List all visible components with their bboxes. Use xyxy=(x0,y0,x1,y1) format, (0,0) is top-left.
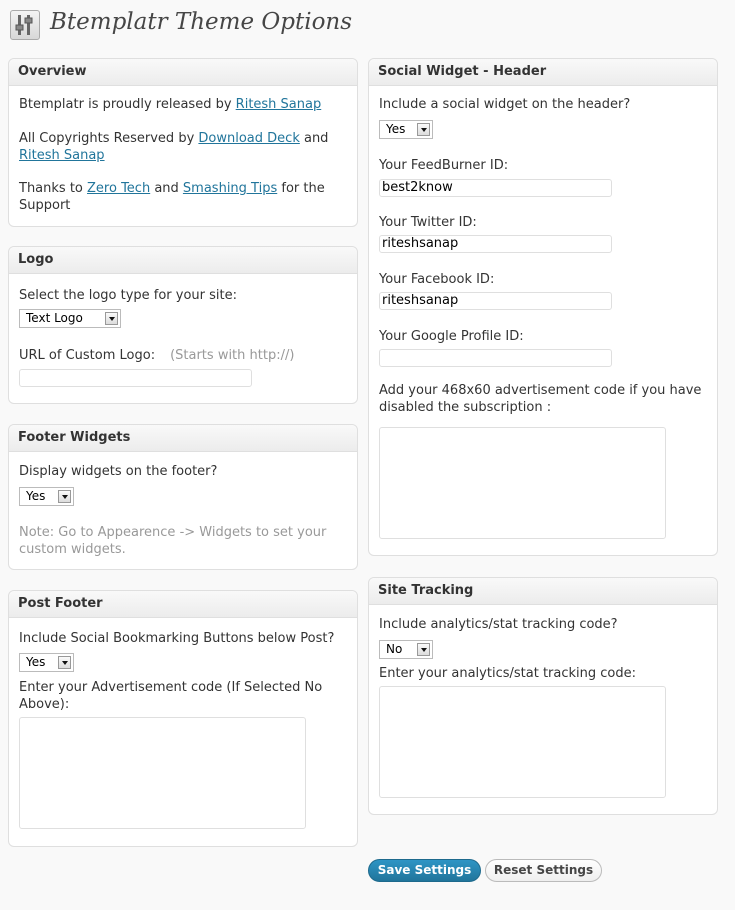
google-label: Your Google Profile ID: xyxy=(379,329,524,344)
social-ad-label xyxy=(379,382,701,416)
social-include-select[interactable] xyxy=(379,120,433,139)
footer-widgets-note-line1: Note: Go to Appearence -> Widgets to set your xyxy=(19,525,327,540)
post-footer-select[interactable] xyxy=(19,653,74,672)
chevron-down-icon xyxy=(105,312,118,325)
social-include-label: Include a social widget on the header? xyxy=(379,97,631,112)
chevron-down-icon xyxy=(417,123,430,136)
footer-widgets-note xyxy=(19,524,326,558)
overview-release-line xyxy=(19,96,321,113)
overview-thanks-line xyxy=(19,180,325,214)
chevron-down-icon xyxy=(58,656,71,669)
logo-panel xyxy=(8,246,358,404)
overview-heading: Overview xyxy=(9,59,357,86)
author-link[interactable]: Ritesh Sanap xyxy=(235,97,322,112)
social-ad-label-line1: Add your 468x60 advertisement code if you have xyxy=(379,383,702,398)
post-footer-ad-label-line1: Enter your Advertisement code (If Selected No xyxy=(19,680,323,695)
site-tracking-heading: Site Tracking xyxy=(369,578,717,605)
google-input[interactable] xyxy=(379,349,612,367)
facebook-label: Your Facebook ID: xyxy=(379,272,495,287)
twitter-input[interactable]: riteshsanap xyxy=(379,235,612,253)
overview-copyright-line xyxy=(19,130,328,164)
social-include-value: Yes xyxy=(386,122,406,136)
smashing-tips-link[interactable]: Smashing Tips xyxy=(182,181,278,196)
footer-widgets-value: Yes xyxy=(26,489,46,503)
download-deck-link[interactable]: Download Deck xyxy=(198,131,300,146)
site-tracking-panel xyxy=(368,577,718,815)
social-ad-textarea[interactable] xyxy=(379,427,666,539)
logo-url-hint: (Starts with http://) xyxy=(170,348,295,363)
reset-settings-button[interactable]: Reset Settings xyxy=(485,859,602,882)
tracking-include-label: Include analytics/stat tracking code? xyxy=(379,617,618,632)
overview-release-text: Btemplatr is proudly released by xyxy=(19,97,236,112)
tracking-include-value: No xyxy=(386,642,403,656)
overview-thanks-and: and xyxy=(150,181,183,196)
overview-thanks-cont: Support xyxy=(19,198,71,213)
social-ad-label-line2: disabled the subscription : xyxy=(379,400,552,415)
chevron-down-icon xyxy=(417,643,430,656)
feedburner-input[interactable]: best2know xyxy=(379,179,612,197)
social-widget-heading: Social Widget - Header xyxy=(369,59,717,86)
post-footer-label: Include Social Bookmarking Buttons below Post? xyxy=(19,631,335,646)
logo-type-select[interactable] xyxy=(19,309,121,328)
post-footer-value: Yes xyxy=(26,655,46,669)
overview-copyright-text: All Copyrights Reserved by xyxy=(19,131,199,146)
post-footer-ad-label-line2: Above): xyxy=(19,697,70,712)
overview-thanks-suffix: for the xyxy=(277,181,325,196)
chevron-down-icon xyxy=(58,490,71,503)
facebook-input[interactable]: riteshsanap xyxy=(379,292,612,310)
page-title: Btemplatr Theme Options xyxy=(50,9,353,35)
post-footer-heading: Post Footer xyxy=(9,591,357,618)
post-footer-ad-label xyxy=(19,679,322,713)
logo-url-label-row xyxy=(19,347,294,364)
copyright-author-link[interactable]: Ritesh Sanap xyxy=(19,148,105,163)
social-widget-panel xyxy=(368,58,718,556)
footer-widgets-panel xyxy=(8,424,358,570)
logo-heading: Logo xyxy=(9,247,357,274)
tracking-include-select[interactable] xyxy=(379,640,433,659)
feedburner-label: Your FeedBurner ID: xyxy=(379,158,509,173)
footer-widgets-heading: Footer Widgets xyxy=(9,425,357,452)
footer-widgets-label: Display widgets on the footer? xyxy=(19,464,218,479)
post-footer-ad-textarea[interactable] xyxy=(19,717,306,829)
logo-type-label: Select the logo type for your site: xyxy=(19,288,238,303)
settings-sliders-icon xyxy=(10,10,40,40)
save-settings-button[interactable]: Save Settings xyxy=(368,859,481,882)
post-footer-panel xyxy=(8,590,358,847)
tracking-code-textarea[interactable] xyxy=(379,686,666,798)
overview-thanks-text: Thanks to xyxy=(19,181,88,196)
tracking-code-label: Enter your analytics/stat tracking code: xyxy=(379,666,636,681)
twitter-label: Your Twitter ID: xyxy=(379,215,477,230)
overview-copyright-and: and xyxy=(299,131,329,146)
overview-panel xyxy=(8,58,358,227)
logo-type-value: Text Logo xyxy=(26,311,83,325)
zero-tech-link[interactable]: Zero Tech xyxy=(87,181,151,196)
logo-url-input[interactable] xyxy=(19,369,252,387)
logo-url-label: URL of Custom Logo: xyxy=(19,348,156,363)
footer-widgets-note-line2: custom widgets. xyxy=(19,542,126,557)
footer-widgets-select[interactable] xyxy=(19,487,74,506)
